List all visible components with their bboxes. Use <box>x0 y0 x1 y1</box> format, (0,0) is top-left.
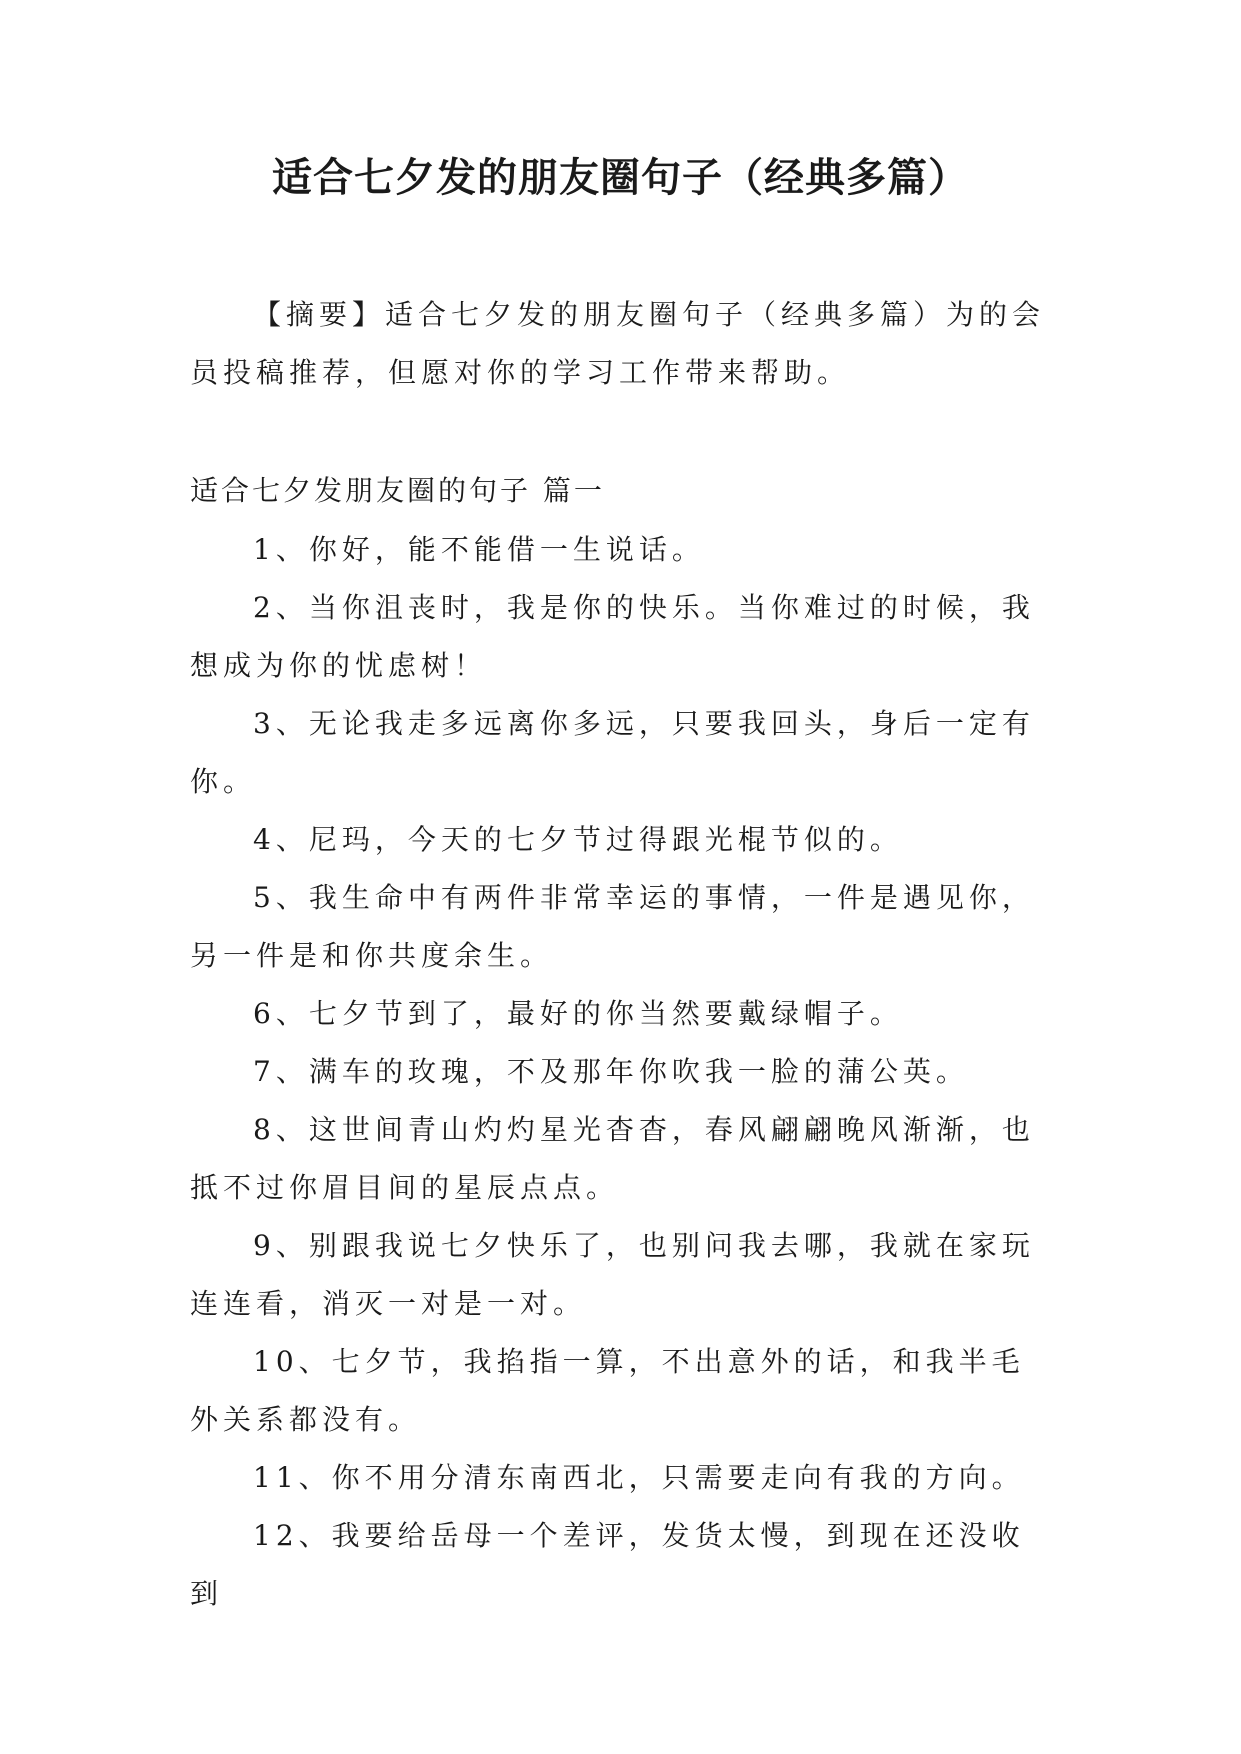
list-item: 4、尼玛，今天的七夕节过得跟光棍节似的。 <box>253 823 903 856</box>
list-item: 7、满车的玫瑰，不及那年你吹我一脸的蒲公英。 <box>253 1055 969 1088</box>
section-heading: 适合七夕发朋友圈的句子 篇一 <box>190 474 605 507</box>
list-item: 6、七夕节到了，最好的你当然要戴绿帽子。 <box>253 997 903 1030</box>
list-item: 2、当你沮丧时，我是你的快乐。当你难过的时候，我想成为你的忧虑树！ <box>190 591 1035 682</box>
list-item: 5、我生命中有两件非常幸运的事情，一件是遇见你，另一件是和你共度余生。 <box>190 881 1035 972</box>
list-item: 10、七夕节，我掐指一算，不出意外的话，和我半毛外关系都没有。 <box>190 1345 1025 1436</box>
list-item: 12、我要给岳母一个差评，发货太慢，到现在还没收到 <box>190 1519 1025 1610</box>
list-item: 3、无论我走多远离你多远，只要我回头，身后一定有你。 <box>190 707 1035 798</box>
document-title: 适合七夕发的朋友圈句子（经典多篇） <box>272 155 969 201</box>
sentence-list <box>190 521 1052 1623</box>
list-item: 9、别跟我说七夕快乐了，也别问我去哪，我就在家玩连连看，消灭一对是一对。 <box>190 1229 1035 1320</box>
list-item: 11、你不用分清东南西北，只需要走向有我的方向。 <box>253 1461 1025 1494</box>
list-item: 1、你好，能不能借一生说话。 <box>253 533 705 566</box>
abstract-paragraph: 【摘要】适合七夕发的朋友圈句子（经典多篇）为的会员投稿推荐，但愿对你的学习工作带来帮助。 <box>190 298 1046 389</box>
list-item: 8、这世间青山灼灼星光杳杳，春风翩翩晚风渐渐，也抵不过你眉目间的星辰点点。 <box>190 1113 1035 1204</box>
